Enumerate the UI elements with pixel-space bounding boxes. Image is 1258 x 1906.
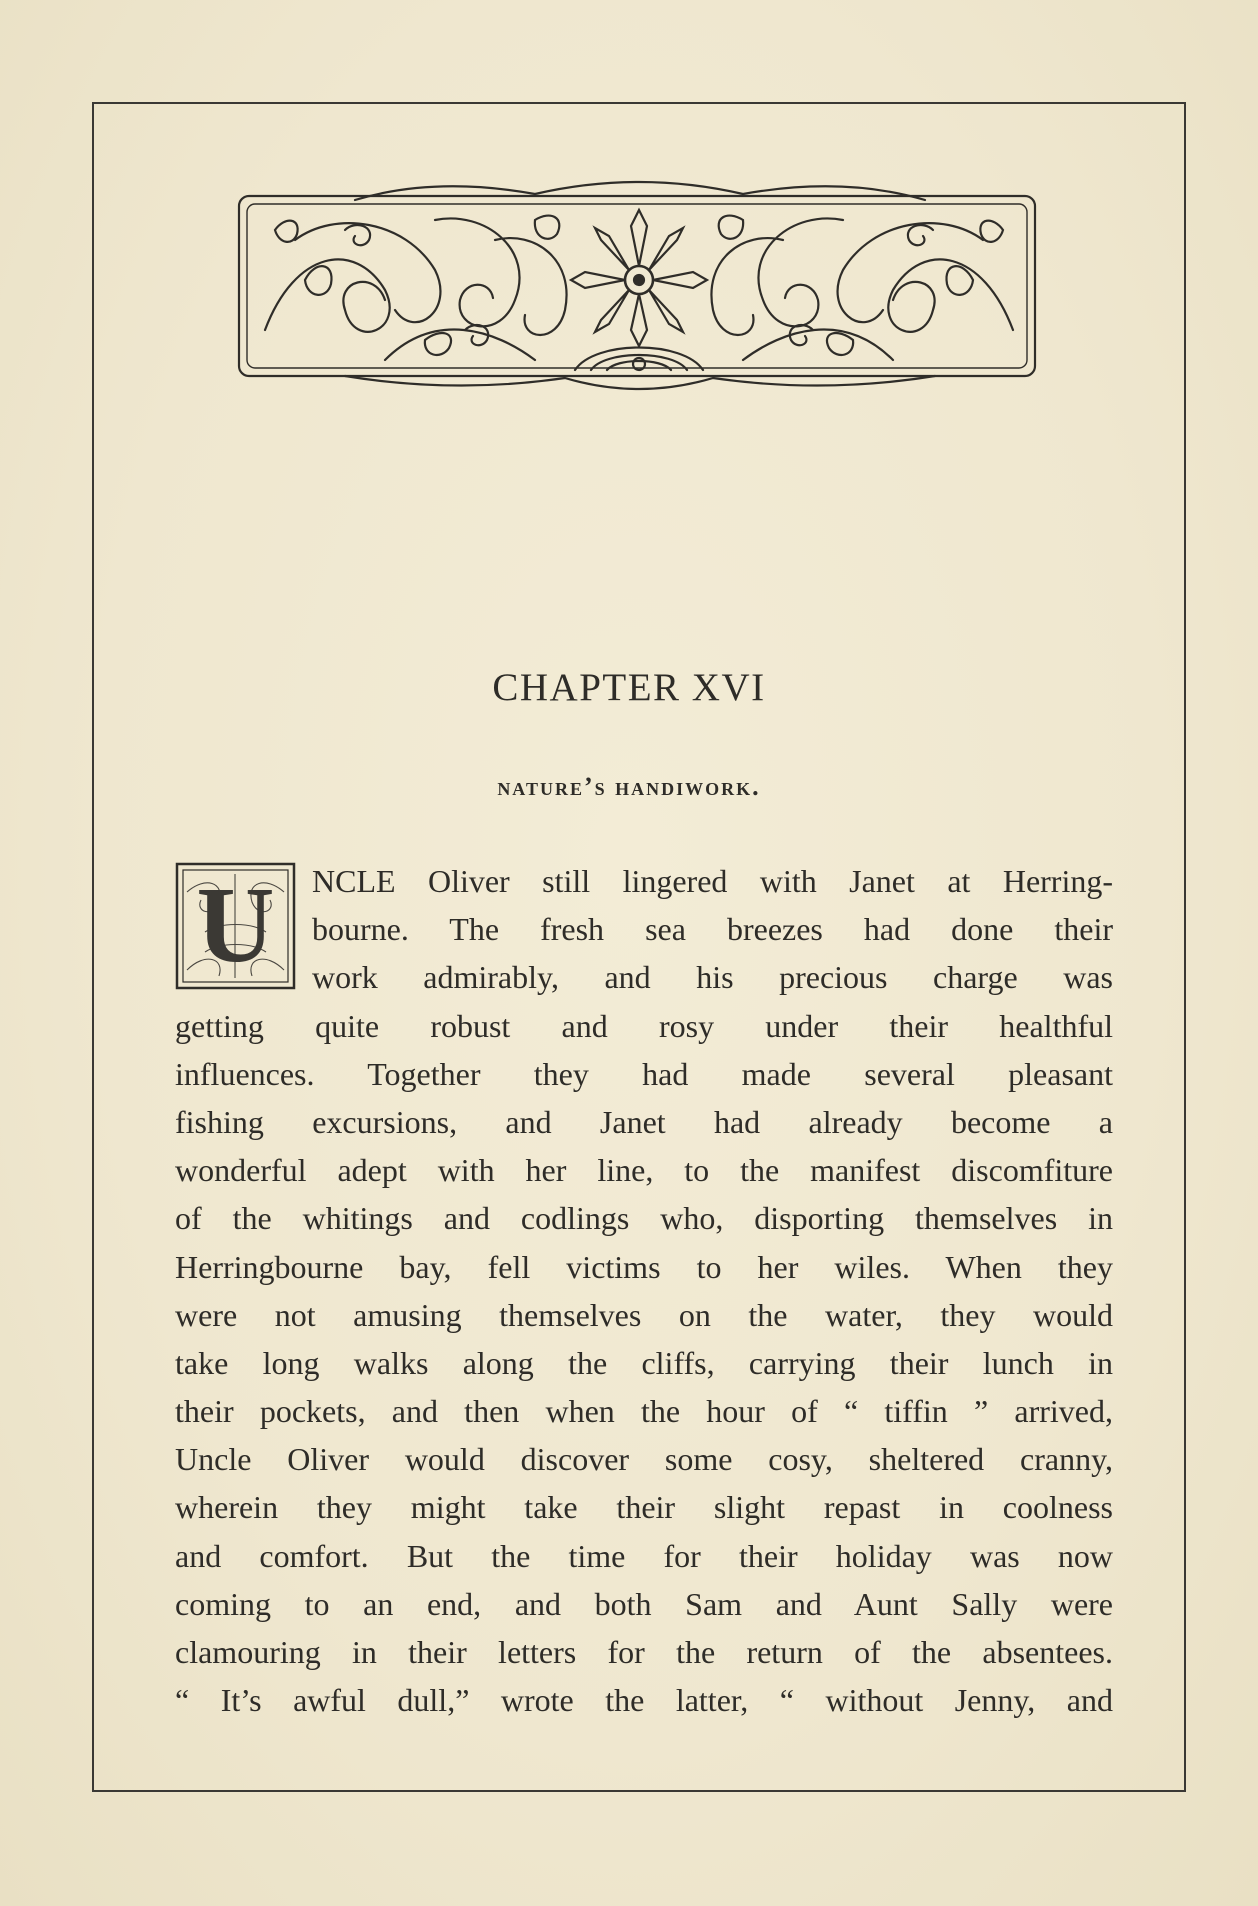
text-line: “ It’s awful dull,” wrote the latter, “ without Jenny, and: [175, 1682, 1113, 1719]
initial-letter: U: [196, 866, 275, 985]
text-line: wonderful adept with her line, to the manifest discomfiture: [175, 1152, 1113, 1189]
text-line: clamouring in their letters for the return of the absentees.: [175, 1634, 1113, 1670]
text-line: NCLE Oliver still lingered with Janet at Herring-: [312, 863, 1113, 899]
chapter-body-text: [175, 857, 1113, 1724]
text-line: work admirably, and his precious charge was: [312, 959, 1113, 996]
text-line: their pockets, and then when the hour of “ tiffin ” arrived,: [175, 1393, 1113, 1430]
floral-headpiece-ornament: [235, 180, 1043, 398]
text-line: take long walks along the cliffs, carrying their lunch in: [175, 1344, 1113, 1381]
text-line: were not amusing themselves on the water, they would: [175, 1296, 1113, 1333]
chapter-title: CHAPTER XVI: [492, 666, 766, 709]
text-line: and comfort. But the time for their holiday was now: [175, 1537, 1113, 1574]
text-line: getting quite robust and rosy under their healthful: [175, 1007, 1113, 1044]
text-line: fishing excursions, and Janet had already become a: [175, 1103, 1113, 1140]
text-line: influences. Together they had made several pleasant: [175, 1055, 1113, 1092]
text-line: wherein they might take their slight repast in coolness: [175, 1489, 1113, 1526]
chapter-subtitle: nature’s handiwork.: [497, 772, 761, 801]
text-line: bourne. The fresh sea breezes had done their: [312, 911, 1113, 948]
text-line: of the whitings and codlings who, disporting themselves in: [175, 1200, 1113, 1237]
text-line: coming to an end, and both Sam and Aunt Sally were: [175, 1585, 1113, 1622]
text-line: Uncle Oliver would discover some cosy, sheltered cranny,: [175, 1441, 1113, 1478]
text-line: Herringbourne bay, fell victims to her wiles. When they: [175, 1248, 1113, 1285]
